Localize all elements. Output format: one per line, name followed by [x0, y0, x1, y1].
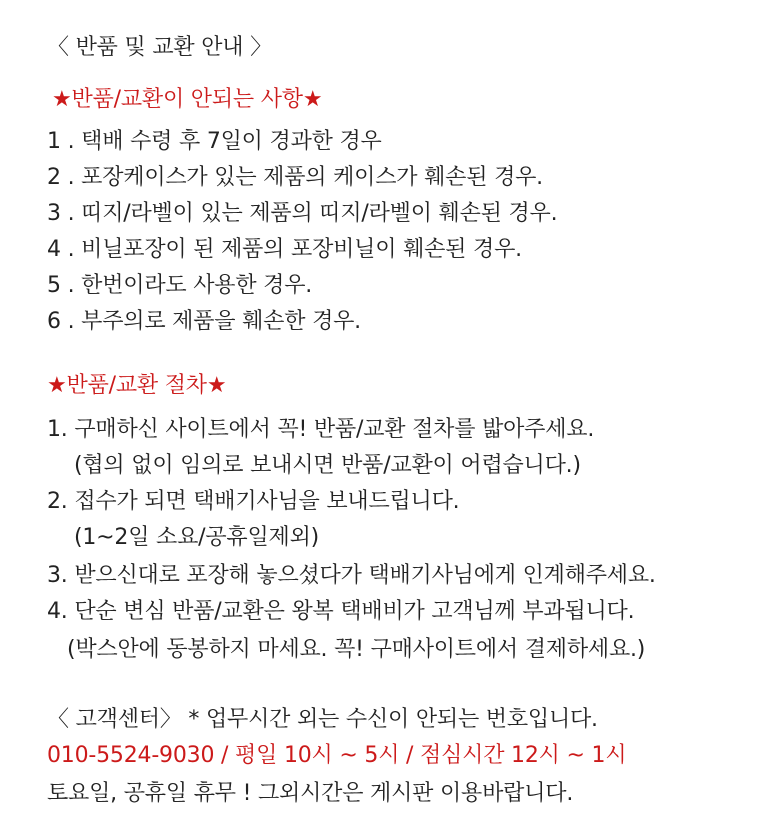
not-allowed-item-6: 6 . 부주의로 제품을 훼손한 경우.	[47, 309, 361, 334]
procedure-step-4-note: (박스안에 동봉하지 마세요. 꼭! 구매사이트에서 결제하세요.)	[67, 637, 646, 662]
procedure-step-2-note: (1~2일 소요/공휴일제외)	[74, 525, 320, 550]
not-allowed-item-5: 5 . 한번이라도 사용한 경우.	[47, 273, 313, 298]
procedure-step-2: 2. 접수가 되면 택배기사님을 보내드립니다.	[47, 489, 460, 514]
holiday-notice-line: 토요일, 공휴일 휴무 ! 그외시간은 게시판 이용바랍니다.	[47, 781, 574, 806]
not-allowed-item-2: 2 . 포장케이스가 있는 제품의 케이스가 훼손된 경우.	[47, 165, 543, 190]
not-allowed-item-3: 3 . 띠지/라벨이 있는 제품의 띠지/라벨이 훼손된 경우.	[47, 201, 558, 226]
procedure-title: ★반품/교환 절차★	[47, 373, 227, 398]
procedure-step-3: 3. 받으신대로 포장해 놓으셨다가 택배기사님에게 인계해주세요.	[47, 563, 656, 588]
procedure-step-4: 4. 단순 변심 반품/교환은 왕복 택배비가 고객님께 부과됩니다.	[47, 599, 635, 624]
procedure-step-1: 1. 구매하신 사이트에서 꼭! 반품/교환 절차를 밟아주세요.	[47, 417, 595, 442]
notice-heading: 〈 반품 및 교환 안내 〉	[47, 35, 272, 60]
procedure-step-1-note: (협의 없이 임의로 보내시면 반품/교환이 어렵습니다.)	[74, 453, 581, 478]
not-allowed-item-1: 1 . 택배 수령 후 7일이 경과한 경우	[47, 129, 382, 154]
customer-center-line: 〈 고객센터〉 * 업무시간 외는 수신이 안되는 번호입니다.	[47, 707, 598, 732]
not-allowed-title: ★반품/교환이 안되는 사항★	[52, 87, 323, 112]
not-allowed-item-4: 4 . 비닐포장이 된 제품의 포장비닐이 훼손된 경우.	[47, 237, 522, 262]
phone-hours-line: 010-5524-9030 / 평일 10시 ~ 5시 / 점심시간 12시 ~ 1시	[47, 743, 627, 768]
